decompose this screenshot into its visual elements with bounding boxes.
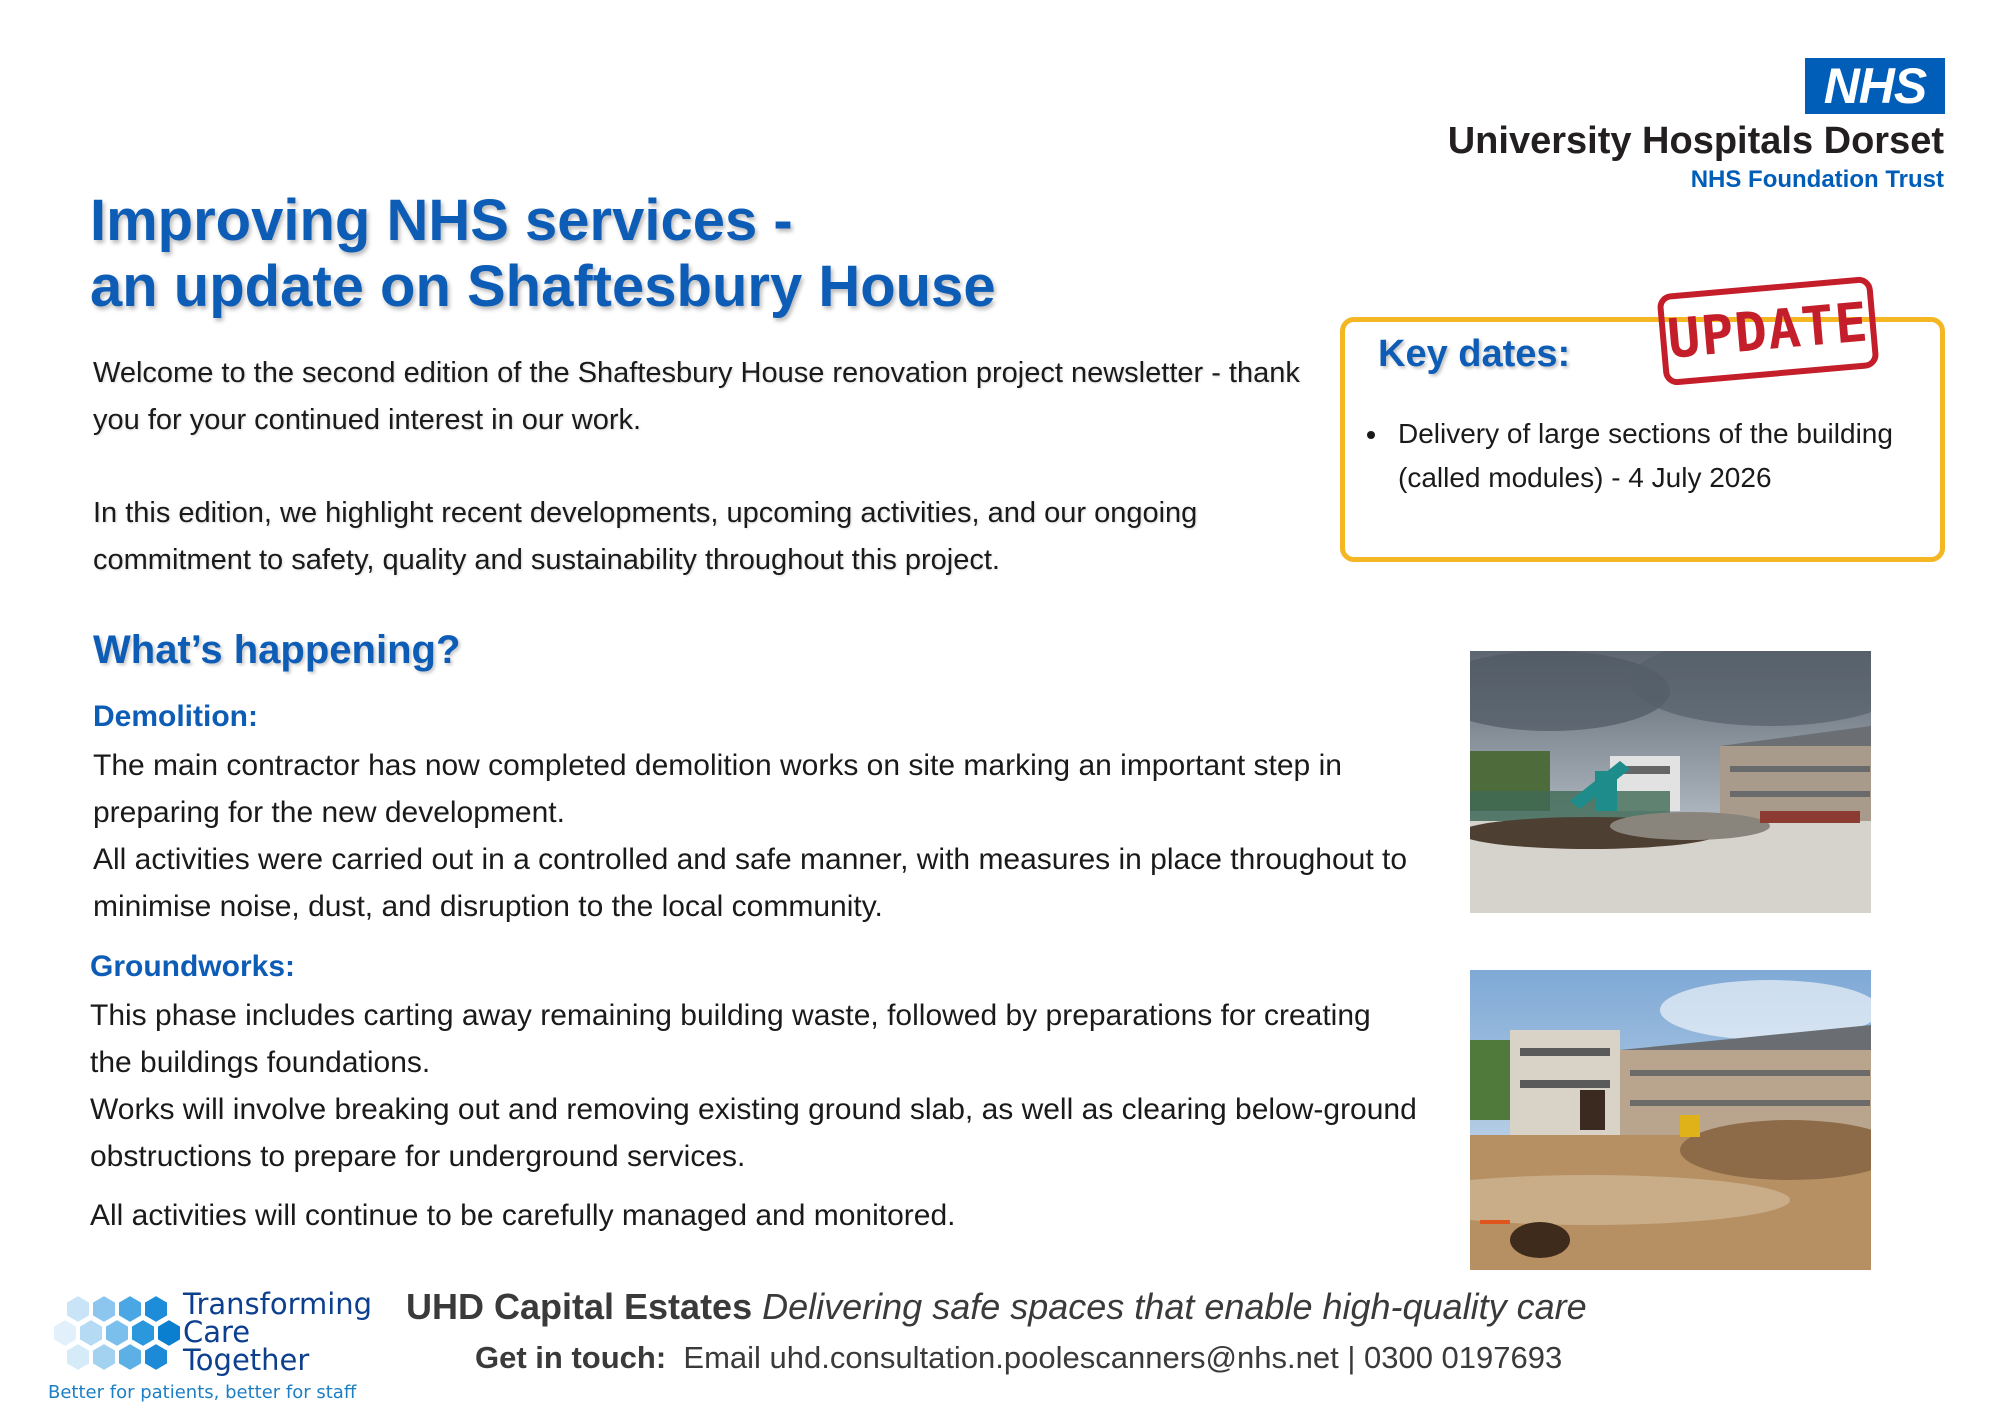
intro-text bbox=[93, 350, 1323, 630]
demolition-paragraph-2: All activities were carried out in a controlled and safe manner, with measures in place throughout to minimise noise, dust, and disruption to the local community. bbox=[93, 843, 1408, 923]
intro-paragraph-2: In this edition, we highlight recent developments, upcoming activities, and our ongoing commitment to safety, quality and sustainability throughout this project. bbox=[93, 497, 1198, 576]
tct-line-3: Together bbox=[183, 1343, 310, 1377]
footer-slogan: Delivering safe spaces that enable high-quality care bbox=[762, 1286, 1587, 1327]
hexagon-logo-icon bbox=[48, 1290, 193, 1375]
demolition-heading: Demolition: bbox=[93, 700, 258, 733]
tct-tagline: Better for patients, better for staff bbox=[48, 1382, 357, 1403]
section-heading: What’s happening? bbox=[93, 628, 461, 672]
page-title bbox=[90, 188, 996, 320]
tct-logo-text bbox=[183, 1287, 373, 1377]
tct-line-2: Care bbox=[183, 1315, 251, 1349]
demolition-site-photo bbox=[1470, 651, 1871, 913]
nhs-logo: NHS bbox=[1805, 58, 1945, 114]
footer-brand: UHD Capital Estates bbox=[406, 1286, 753, 1327]
groundworks-paragraph-1: This phase includes carting away remaining building waste, followed by preparations for creating the buildings foundations. bbox=[90, 999, 1371, 1079]
groundworks-heading: Groundworks: bbox=[90, 950, 296, 983]
groundworks-text bbox=[90, 992, 1420, 1239]
organisation-subtitle: NHS Foundation Trust bbox=[1690, 166, 1944, 193]
organisation-name: University Hospitals Dorset bbox=[1447, 120, 1944, 162]
demolition-text bbox=[93, 742, 1423, 930]
groundworks-paragraph-3: All activities will continue to be carefully managed and monitored. bbox=[90, 1199, 956, 1232]
footer-contact-line bbox=[475, 1340, 1562, 1376]
title-line-2: an update on Shaftesbury House bbox=[90, 254, 996, 319]
demolition-paragraph-1: The main contractor has now completed demolition works on site marking an important step in preparing for the new development. bbox=[93, 749, 1342, 829]
key-date-item: • Delivery of large sections of the building (called modules) - 4 July 2026 bbox=[1390, 412, 1980, 500]
contact-label: Get in touch: bbox=[475, 1340, 667, 1375]
tct-line-1: Transforming bbox=[183, 1287, 373, 1321]
title-line-1: Improving NHS services - bbox=[90, 188, 793, 253]
update-stamp: UPDATE bbox=[1656, 276, 1879, 386]
key-dates-title: Key dates: bbox=[1378, 333, 1571, 375]
intro-paragraph-1: Welcome to the second edition of the Shaftesbury House renovation project newsletter - thank you for your continued interest in our work. bbox=[93, 357, 1300, 436]
footer-brand-line bbox=[406, 1286, 1587, 1328]
groundworks-paragraph-2: Works will involve breaking out and removing existing ground slab, as well as clearing below-ground obstructions to prepare for underground services. bbox=[90, 1093, 1417, 1173]
contact-details[interactable]: Email uhd.consultation.poolescanners@nhs.net | 0300 0197693 bbox=[683, 1340, 1563, 1375]
groundworks-site-photo bbox=[1470, 970, 1871, 1270]
key-dates-list bbox=[1360, 412, 1980, 500]
